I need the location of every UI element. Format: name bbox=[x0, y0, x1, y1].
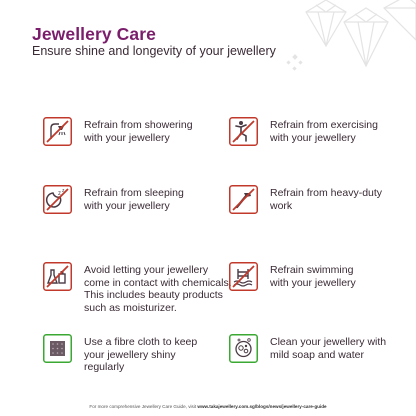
tip-sleeping bbox=[43, 185, 184, 214]
tip-text-line: Refrain from sleeping bbox=[84, 187, 184, 199]
tip-text-line: Refrain from showering bbox=[84, 119, 193, 131]
tip-showering bbox=[43, 117, 193, 146]
tip-chemicals bbox=[43, 262, 232, 314]
tip-fibre-cloth bbox=[43, 334, 197, 374]
tip-text-line: Refrain swimming bbox=[270, 264, 354, 276]
tip-text-line: Use a fibre cloth to keep bbox=[84, 336, 198, 348]
diamond-decoration-icon bbox=[266, 0, 416, 75]
soap-water-icon bbox=[229, 334, 258, 363]
hammer-prohibited-icon bbox=[229, 185, 258, 214]
tip-text-line: Clean your jewellery with bbox=[270, 336, 387, 348]
tip-soap-water bbox=[229, 334, 386, 363]
tip-heavy-duty bbox=[229, 185, 382, 214]
tip-text-line: with your jewellery bbox=[84, 199, 170, 212]
footer bbox=[0, 404, 416, 409]
footer-prefix: For more comprehensive Jewellery Care Guide, visit bbox=[89, 404, 197, 409]
tip-text-line: Avoid letting your jewellery bbox=[84, 264, 209, 276]
page-subtitle: Ensure shine and longevity of your jewellery bbox=[32, 44, 276, 58]
tip-text-line: with your jewellery bbox=[270, 131, 356, 144]
tip-text-line: come in contact with chemicals. bbox=[84, 276, 232, 289]
svg-text:z: z bbox=[62, 188, 65, 194]
chemicals-prohibited-icon bbox=[43, 262, 72, 291]
shower-prohibited-icon bbox=[43, 117, 72, 146]
page-title: Jewellery Care bbox=[32, 24, 156, 44]
cloth-icon bbox=[43, 334, 72, 363]
tip-exercising bbox=[229, 117, 378, 146]
tip-text-line: with your jewellery bbox=[84, 131, 170, 144]
tip-text-line: Refrain from heavy-duty bbox=[270, 187, 383, 199]
tip-text-line: Refrain from exercising bbox=[270, 119, 378, 131]
tip-text-line: with your jewellery bbox=[270, 276, 356, 289]
tip-text-line: such as moisturizer. bbox=[84, 301, 177, 314]
footer-link[interactable]: www.takajewellery.com.sg/blogs/news/jewellery-care-guide bbox=[197, 404, 327, 409]
sleep-prohibited-icon bbox=[43, 185, 72, 214]
tip-text-line: mild soap and water bbox=[270, 348, 364, 361]
tip-text-line: This includes beauty products bbox=[84, 289, 223, 302]
tip-text-line: your jewellery shiny bbox=[84, 348, 176, 361]
swimming-prohibited-icon bbox=[229, 262, 258, 291]
tip-swimming bbox=[229, 262, 356, 291]
tip-text-line: regularly bbox=[84, 361, 125, 374]
tip-text-line: work bbox=[270, 199, 293, 212]
exercise-prohibited-icon bbox=[229, 117, 258, 146]
svg-text:z: z bbox=[58, 191, 61, 197]
